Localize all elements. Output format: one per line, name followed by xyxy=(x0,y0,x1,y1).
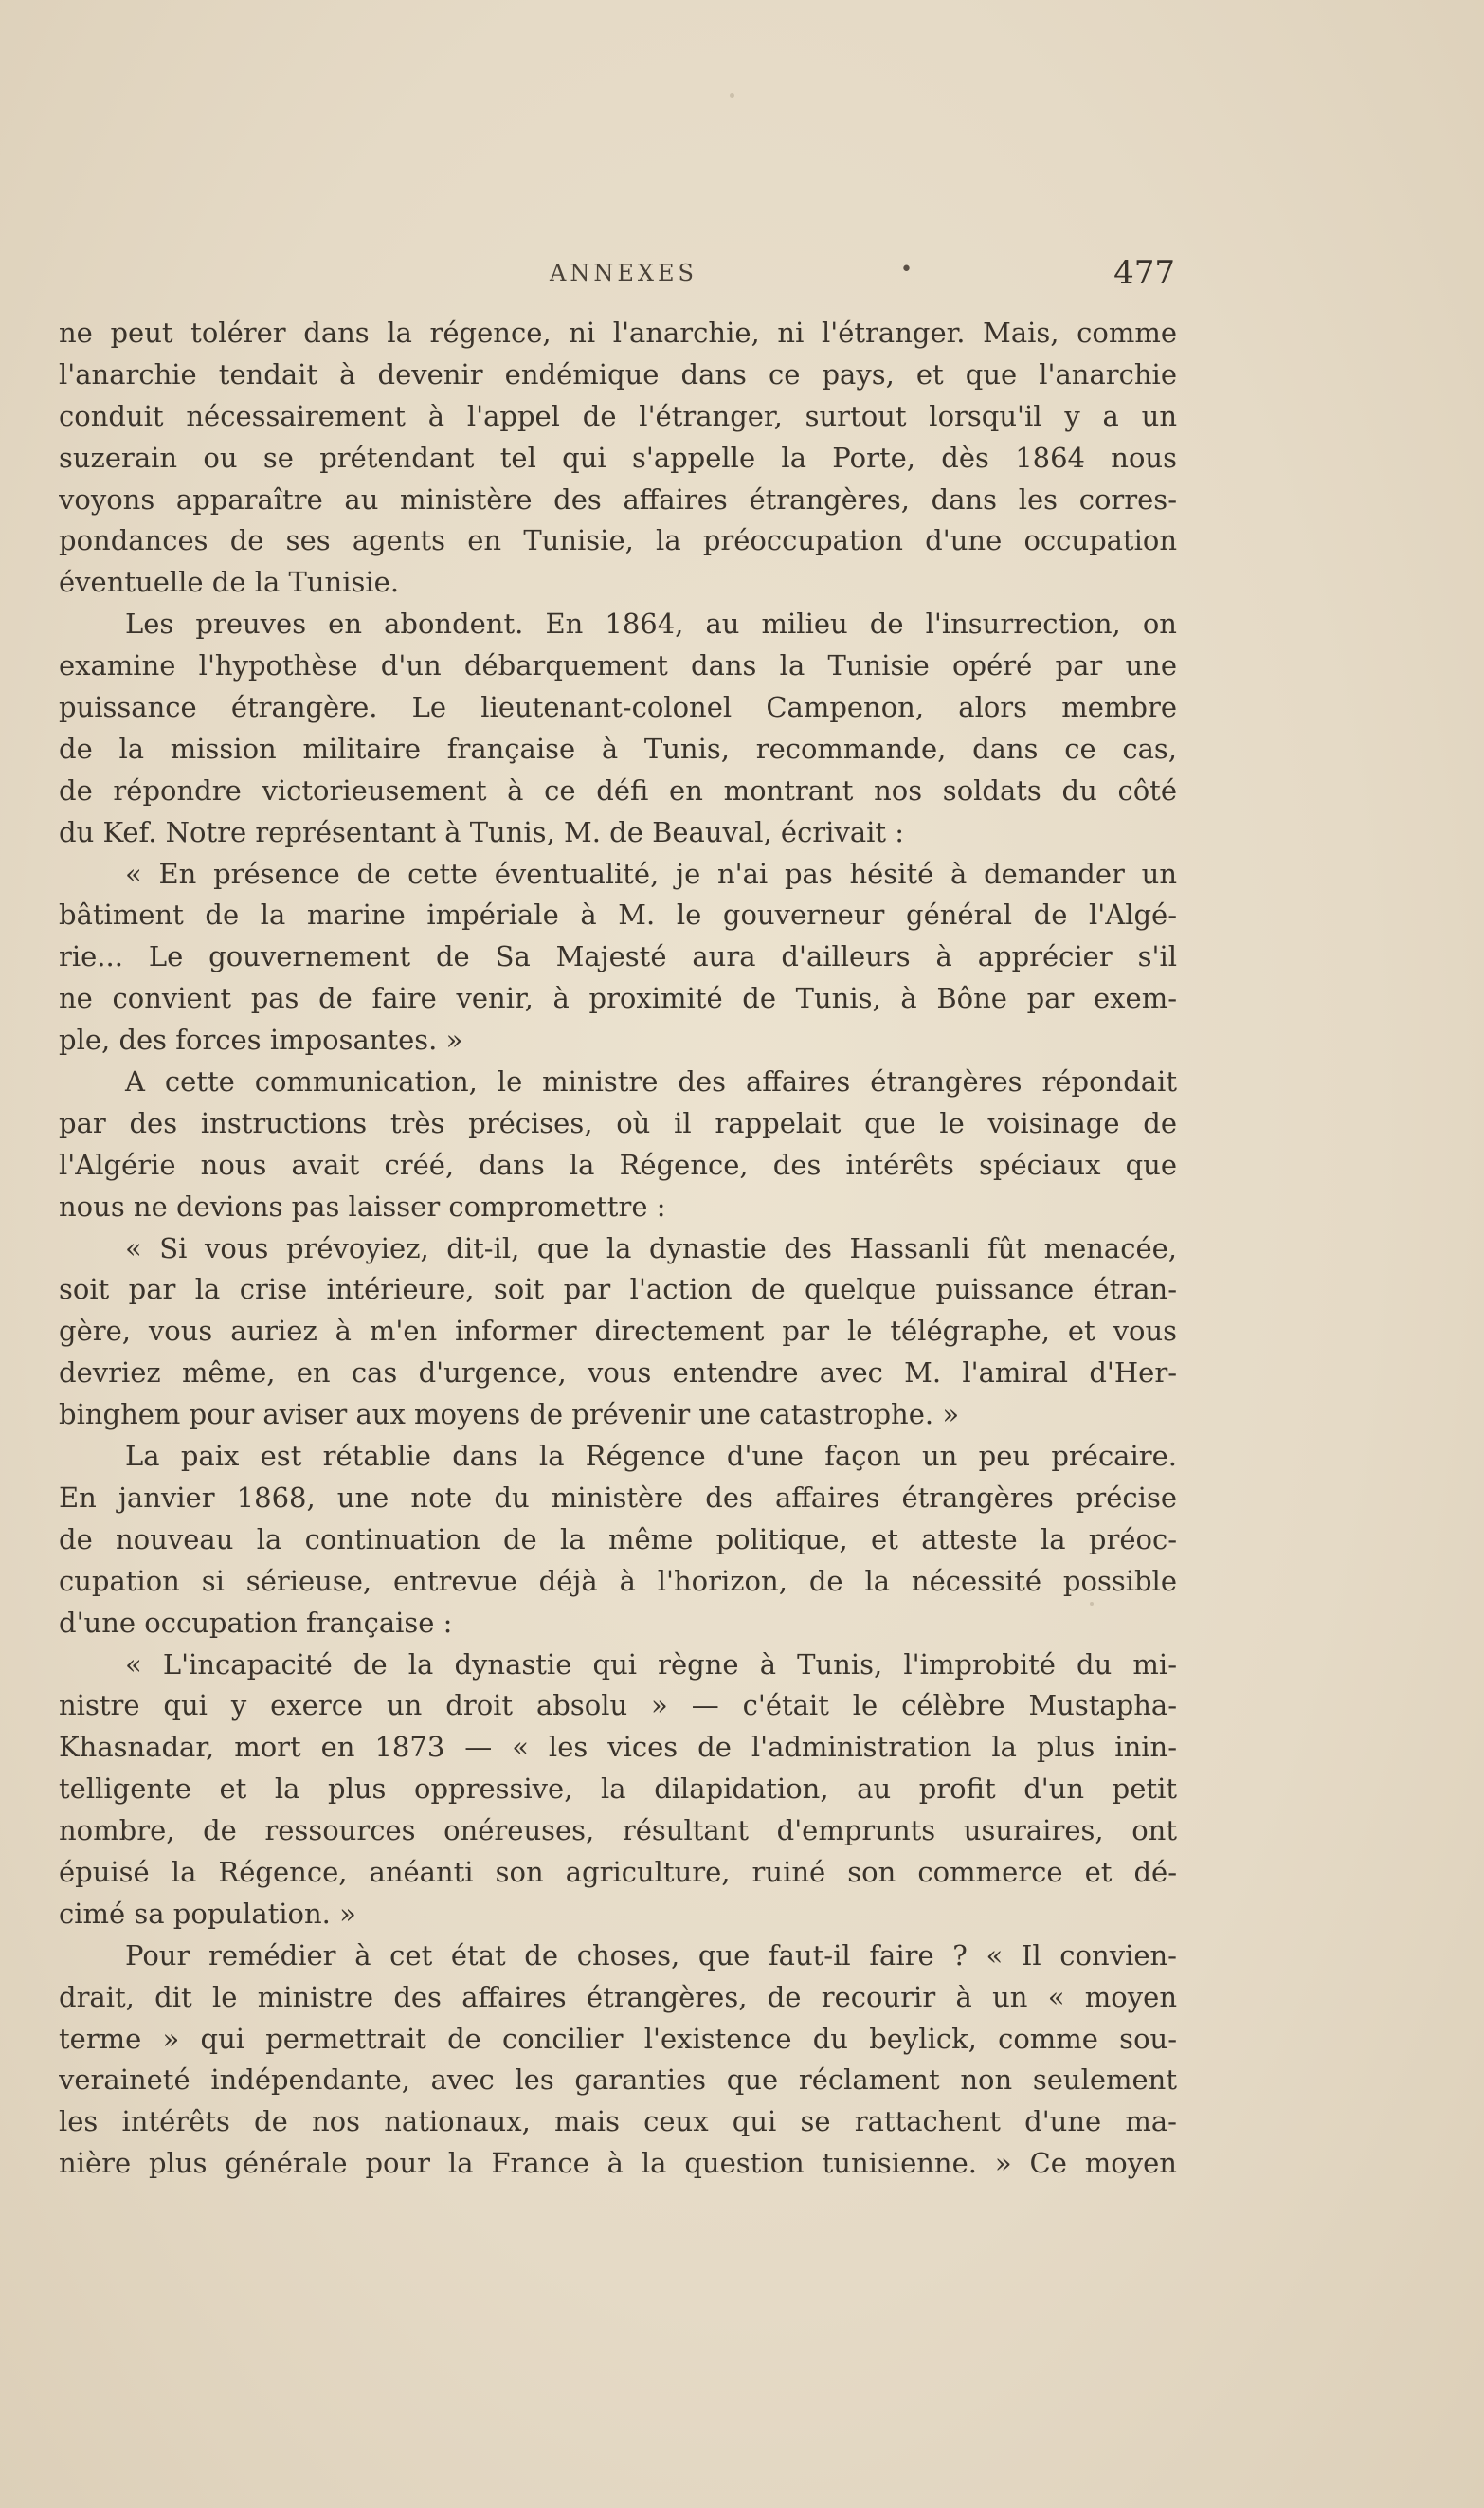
text-line: pondances de ses agents en Tunisie, la préoccupation d'une occupation xyxy=(59,524,1177,557)
text-line: l'anarchie tendait à devenir endémique dans ce pays, et que l'anarchie xyxy=(59,357,1177,391)
text-line: rie... Le gouvernement de Sa Majesté aura d'ailleurs à apprécier s'il xyxy=(59,940,1177,973)
text-line: telligente et la plus oppressive, la dilapidation, au profit d'un petit xyxy=(59,1772,1177,1806)
text-line: examine l'hypothèse d'un débarquement dans la Tunisie opéré par une xyxy=(59,649,1177,682)
page-number: 477 xyxy=(1113,254,1175,292)
header-mark: • xyxy=(900,258,913,282)
text-line: Pour remédier à cet état de choses, que faut-il faire ? « Il convien- xyxy=(125,1938,1177,1972)
text-line: conduit nécessairement à l'appel de l'étranger, surtout lorsqu'il y a un xyxy=(59,399,1177,432)
text-line: gère, vous auriez à m'en informer directement par le télégraphe, et vous xyxy=(59,1315,1177,1348)
running-head xyxy=(76,254,1175,300)
text-line: binghem pour aviser aux moyens de prévenir une catastrophe. » xyxy=(59,1398,960,1431)
text-line: éventuelle de la Tunisie. xyxy=(59,566,400,599)
text-line: suzerain ou se prétendant tel qui s'appelle la Porte, dès 1864 nous xyxy=(59,441,1177,474)
text-line: du Kef. Notre représentant à Tunis, M. de Beauval, écrivait : xyxy=(59,815,905,848)
text-line: l'Algérie nous avait créé, dans la Régence, des intérêts spéciaux que xyxy=(59,1148,1177,1181)
text-line: de la mission militaire française à Tunis, recommande, dans ce cas, xyxy=(59,732,1177,765)
text-line: ne peut tolérer dans la régence, ni l'anarchie, ni l'étranger. Mais, comme xyxy=(59,317,1177,349)
text-line: A cette communication, le ministre des affaires étrangères répondait xyxy=(125,1065,1177,1099)
text-line: cimé sa population. » xyxy=(59,1897,356,1930)
text-line: Khasnadar, mort en 1873 — « les vices de l'administration la plus inin- xyxy=(59,1731,1177,1764)
text-line: nière plus générale pour la France à la question tunisienne. » Ce moyen xyxy=(59,2147,1177,2180)
text-line: ne convient pas de faire venir, à proximité de Tunis, à Bône par exem- xyxy=(59,982,1177,1015)
text-line: veraineté indépendante, avec les garanties que réclament non seulement xyxy=(59,2063,1177,2097)
text-line: « En présence de cette éventualité, je n'ai pas hésité à demander un xyxy=(125,857,1177,890)
text-line: « L'incapacité de la dynastie qui règne à Tunis, l'improbité du mi- xyxy=(125,1647,1177,1681)
text-line: drait, dit le ministre des affaires étrangères, de recourir à un « moyen xyxy=(59,1980,1177,2013)
body-text xyxy=(59,313,1177,2208)
text-line: de répondre victorieusement à ce défi en montrant nos soldats du côté xyxy=(59,773,1177,807)
running-title: ANNEXES xyxy=(550,260,697,286)
text-line: ple, des forces imposantes. » xyxy=(59,1024,463,1057)
text-line: En janvier 1868, une note du ministère des affaires étrangères précise xyxy=(59,1481,1177,1514)
text-line: nistre qui y exerce un droit absolu » — c'était le célèbre Mustapha- xyxy=(59,1689,1177,1722)
text-line: devriez même, en cas d'urgence, vous entendre avec M. l'amiral d'Her- xyxy=(59,1356,1177,1390)
text-line: puissance étrangère. Le lieutenant-colonel Campenon, alors membre xyxy=(59,691,1177,724)
text-line: voyons apparaître au ministère des affaires étrangères, dans les corres- xyxy=(59,482,1177,516)
text-line: de nouveau la continuation de la même politique, et atteste la préoc- xyxy=(59,1522,1177,1555)
text-line: les intérêts de nos nationaux, mais ceux qui se rattachent d'une ma- xyxy=(59,2105,1177,2138)
text-line: Les preuves en abondent. En 1864, au milieu de l'insurrection, on xyxy=(125,608,1177,641)
paper-speck xyxy=(730,93,734,98)
text-line: soit par la crise intérieure, soit par l'action de quelque puissance étran- xyxy=(59,1273,1177,1306)
text-line: La paix est rétablie dans la Régence d'une façon un peu précaire. xyxy=(125,1440,1177,1473)
text-line: bâtiment de la marine impériale à M. le gouverneur général de l'Algé- xyxy=(59,899,1177,932)
text-line: terme » qui permettrait de concilier l'existence du beylick, comme sou- xyxy=(59,2022,1177,2055)
text-line: par des instructions très précises, où il rappelait que le voisinage de xyxy=(59,1106,1177,1139)
text-line: nombre, de ressources onéreuses, résultant d'emprunts usuraires, ont xyxy=(59,1814,1177,1847)
text-line: cupation si sérieuse, entrevue déjà à l'horizon, de la nécessité possible xyxy=(59,1564,1177,1597)
text-line: d'une occupation française : xyxy=(59,1606,453,1639)
text-line: nous ne devions pas laisser compromettre : xyxy=(59,1190,666,1223)
text-line: épuisé la Régence, anéanti son agriculture, ruiné son commerce et dé- xyxy=(59,1855,1177,1888)
text-line: « Si vous prévoyiez, dit-il, que la dynastie des Hassanli fût menacée, xyxy=(125,1231,1177,1264)
